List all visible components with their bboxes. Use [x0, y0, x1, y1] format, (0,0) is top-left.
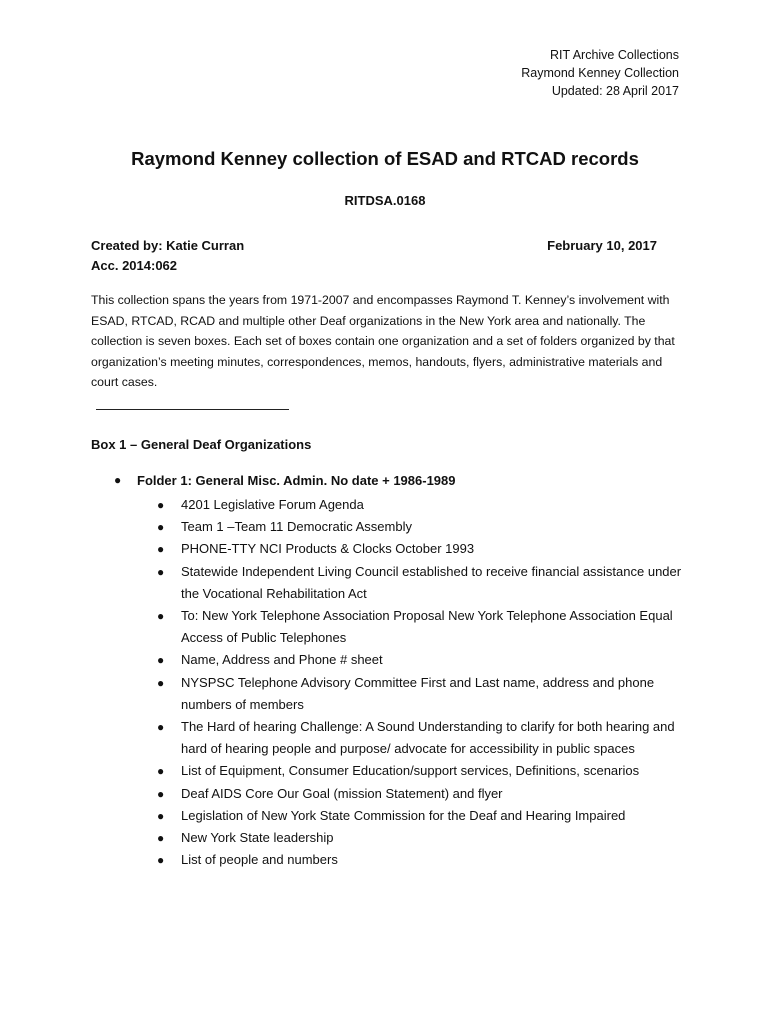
list-item [155, 649, 685, 671]
list-item [155, 516, 685, 538]
bullet-icon: ● [157, 675, 165, 690]
created-by: Created by: Katie Curran [91, 238, 245, 253]
bullet-icon: ● [157, 564, 165, 579]
bullet-icon: ● [157, 808, 165, 823]
bullet-icon: ● [157, 831, 165, 846]
divider-line [96, 409, 289, 410]
list-item [155, 494, 685, 516]
bullet-icon: ● [157, 786, 165, 801]
list-item [155, 605, 685, 649]
box-heading: Box 1 – General Deaf Organizations [91, 437, 312, 452]
bullet-icon: ● [114, 473, 122, 487]
header-updated-date: Updated: 28 April 2017 [551, 84, 679, 98]
accession-number: Acc. 2014:062 [91, 258, 178, 273]
list-item-text: PHONE-TTY NCI Products & Clocks October 1993 [181, 541, 475, 557]
collection-identifier: RITDSA.0168 [344, 193, 426, 208]
list-item-text: The Hard of hearing Challenge: A Sound Understanding to clarify for both hearing and hard of hearing people and purpose/ advocate for accessibility in public spaces [181, 719, 675, 757]
header-collections: RIT Archive Collections [550, 48, 679, 62]
list-item [155, 783, 685, 805]
bullet-icon: ● [157, 853, 165, 868]
list-item [155, 805, 685, 827]
list-item-text: NYSPSC Telephone Advisory Committee First and Last name, address and phone numbers of members [181, 674, 655, 712]
folder-contents-list [155, 494, 685, 871]
creator-info [91, 236, 244, 276]
list-item [155, 827, 685, 849]
list-item [155, 672, 685, 716]
list-item [155, 760, 685, 782]
bullet-icon: ● [157, 520, 165, 535]
bullet-icon: ● [157, 542, 165, 557]
list-item [155, 561, 685, 605]
list-item-text: To: New York Telephone Association Proposal New York Telephone Association Equal Access of Public Telephones [181, 608, 673, 646]
list-item-text: List of Equipment, Consumer Education/support services, Definitions, scenarios [181, 763, 640, 779]
bullet-icon: ● [157, 653, 165, 668]
collection-abstract: This collection spans the years from 1971-2007 and encompasses Raymond T. Kenney’s involvement with ESAD, RTCAD, RCAD and multiple other Deaf organizations in the New York area and nationally. The collection is seven boxes. Each set of boxes contain one organization and a set of folders organized by that organization’s meeting minutes, correspondences, memos, handouts, flyers, administrative materials and court cases. [91, 293, 675, 389]
list-item-text: Name, Address and Phone # sheet [181, 652, 383, 668]
bullet-icon: ● [157, 764, 165, 779]
list-item [155, 538, 685, 560]
list-item-text: Team 1 –Team 11 Democratic Assembly [181, 519, 412, 535]
list-item [155, 716, 685, 760]
list-item-text: List of people and numbers [181, 852, 338, 868]
list-item-text: Statewide Independent Living Council established to receive financial assistance under the Vocational Rehabilitation Act [181, 563, 682, 601]
bullet-icon: ● [157, 609, 165, 624]
bullet-icon: ● [157, 720, 165, 735]
list-item-text: 4201 Legislative Forum Agenda [181, 497, 364, 512]
folder-title: Folder 1: General Misc. Admin. No date + 1986-1989 [137, 473, 456, 488]
list-item-text: Deaf AIDS Core Our Goal (mission Statement) and flyer [181, 785, 503, 801]
header-collection-name: Raymond Kenney Collection [521, 66, 679, 80]
list-item-text: Legislation of New York State Commission for the Deaf and Hearing Impaired [181, 807, 626, 823]
list-item-text: New York State leadership [181, 830, 334, 846]
document-title: Raymond Kenney collection of ESAD and RTCAD records [131, 148, 639, 169]
creation-date: February 10, 2017 [547, 238, 657, 253]
document-header [521, 46, 679, 100]
list-item [155, 849, 685, 871]
bullet-icon: ● [157, 498, 165, 512]
